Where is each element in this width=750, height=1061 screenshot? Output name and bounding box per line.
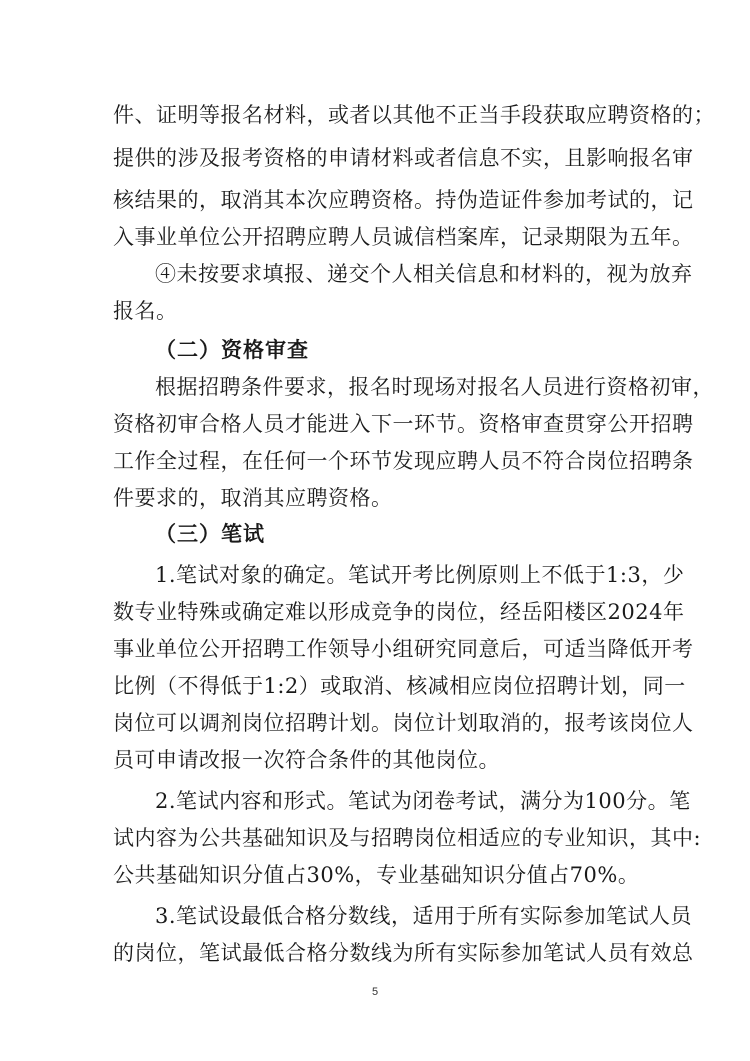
page-number: 5: [371, 986, 379, 998]
body-text-line: 入事业单位公开招聘应聘人员诚信档案库，记录期限为五年。: [113, 225, 694, 249]
section-heading: （三）笔试: [155, 522, 265, 546]
body-text-line: 根据招聘条件要求，报名时现场对报名人员进行资格初审，: [155, 375, 714, 399]
body-text-line: 核结果的，取消其本次应聘资格。持伪造证件参加考试的，记: [113, 188, 694, 212]
section-heading: （二）资格审查: [155, 338, 309, 362]
body-text-line: 资格初审合格人员才能进入下一环节。资格审查贯穿公开招聘: [113, 412, 694, 436]
body-text-line: 的岗位，笔试最低合格分数线为所有实际参加笔试人员有效总: [113, 941, 694, 965]
body-text-line: 1.笔试对象的确定。笔试开考比例原则上不低于1:3，少: [155, 563, 685, 587]
body-text-line: 事业单位公开招聘工作领导小组研究同意后，可适当降低开考: [113, 637, 694, 661]
body-text-line: ④未按要求填报、递交个人相关信息和材料的，视为放弃: [155, 262, 693, 286]
body-text-line: 员可申请改报一次符合条件的其他岗位。: [113, 748, 500, 772]
body-text-line: 件、证明等报名材料，或者以其他不正当手段获取应聘资格的；: [113, 103, 715, 127]
body-text-line: 件要求的，取消其应聘资格。: [113, 486, 393, 510]
body-text-line: 提供的涉及报考资格的申请材料或者信息不实，且影响报名审: [113, 146, 694, 170]
body-text-line: 3.笔试设最低合格分数线，适用于所有实际参加笔试人员: [155, 904, 693, 928]
body-text-line: 工作全过程，在任何一个环节发现应聘人员不符合岗位招聘条: [113, 449, 694, 473]
body-text-line: 报名。: [113, 299, 178, 323]
body-text-line: 公共基础知识分值占30%，专业基础知识分值占70%。: [113, 863, 640, 887]
body-text-line: 数专业特殊或确定难以形成竞争的岗位，经岳阳楼区2024年: [113, 600, 685, 624]
body-text-line: 试内容为公共基础知识及与招聘岗位相适应的专业知识，其中:: [113, 826, 702, 850]
body-text-line: 2.笔试内容和形式。笔试为闭卷考试，满分为100分。笔: [155, 789, 691, 813]
body-text-line: 岗位可以调剂岗位招聘计划。岗位计划取消的，报考该岗位人: [113, 711, 694, 735]
body-text-line: 比例（不得低于1:2）或取消、核减相应岗位招聘计划，同一: [113, 674, 686, 698]
